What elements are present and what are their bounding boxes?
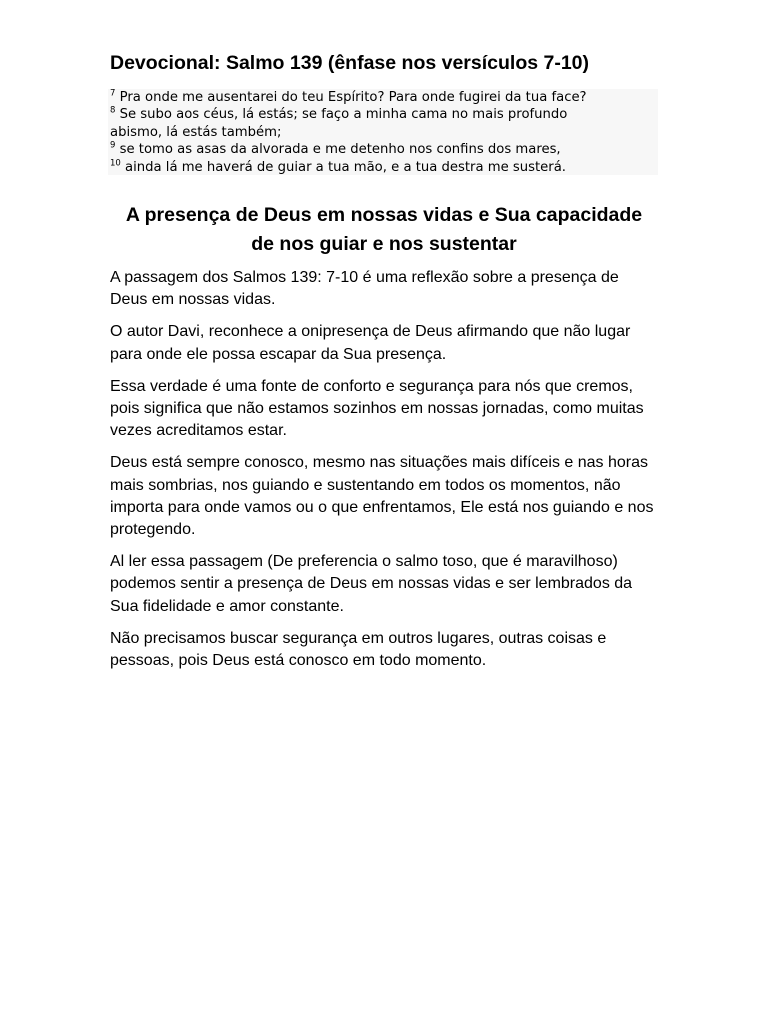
verse-block bbox=[108, 89, 658, 175]
verse-number: 10 bbox=[110, 158, 121, 169]
verse-text: abismo, lá estás também; bbox=[110, 124, 282, 140]
verse-line bbox=[110, 89, 658, 106]
verse-text: ainda lá me haverá de guiar a tua mão, e a tua destra me susterá. bbox=[125, 159, 566, 175]
verse-number: 9 bbox=[110, 140, 116, 151]
verse-line bbox=[110, 106, 658, 123]
verse-number: 7 bbox=[110, 88, 116, 99]
verse-line bbox=[110, 159, 658, 176]
verse-text: se tomo as asas da alvorada e me detenho nos confins dos mares, bbox=[119, 142, 561, 158]
paragraph: Al ler essa passagem (De preferencia o salmo toso, que é maravilhoso) podemos sentir a presença de Deus em nossas vidas e ser lembrados da Sua fidelidade e amor constante. bbox=[110, 553, 633, 615]
section-heading bbox=[110, 201, 658, 259]
verse-text: Se subo aos céus, lá estás; se faço a minha cama no mais profundo bbox=[119, 107, 568, 123]
paragraph: Deus está sempre conosco, mesmo nas situações mais difíceis e nas horas mais sombrias, nos guiando e sustentando em todos os momentos, não importa para onde vamos ou o que enfrentamos, Ele está nos guiando e nos protegendo. bbox=[110, 454, 654, 539]
verse-number: 8 bbox=[110, 106, 116, 117]
body-text bbox=[110, 267, 670, 682]
paragraph: Essa verdade é uma fonte de conforto e segurança para nós que cremos, pois significa que não estamos sozinhos em nossas jornadas, como muitas vezes acreditamos estar. bbox=[110, 377, 644, 440]
verse-line bbox=[110, 141, 658, 158]
document-title: Devocional: Salmo 139 (ênfase nos versículos 7-10) bbox=[110, 52, 590, 74]
paragraph: Não precisamos buscar segurança em outros lugares, outras coisas e pessoas, pois Deus está conosco em todo momento. bbox=[110, 629, 607, 670]
section-heading-line: A presença de Deus em nossas vidas e Sua capacidade bbox=[125, 204, 643, 226]
section-heading-line: de nos guiar e nos sustentar bbox=[251, 233, 517, 255]
verse-text: Pra onde me ausentarei do teu Espírito? Para onde fugirei da tua face? bbox=[119, 90, 587, 105]
paragraph: O autor Davi, reconhece a onipresença de Deus afirmando que não lugar para onde ele possa escapar da Sua presença. bbox=[110, 323, 631, 363]
verse-line bbox=[110, 124, 658, 141]
paragraph: A passagem dos Salmos 139: 7-10 é uma reflexão sobre a presença de Deus em nossas vidas. bbox=[110, 269, 619, 309]
